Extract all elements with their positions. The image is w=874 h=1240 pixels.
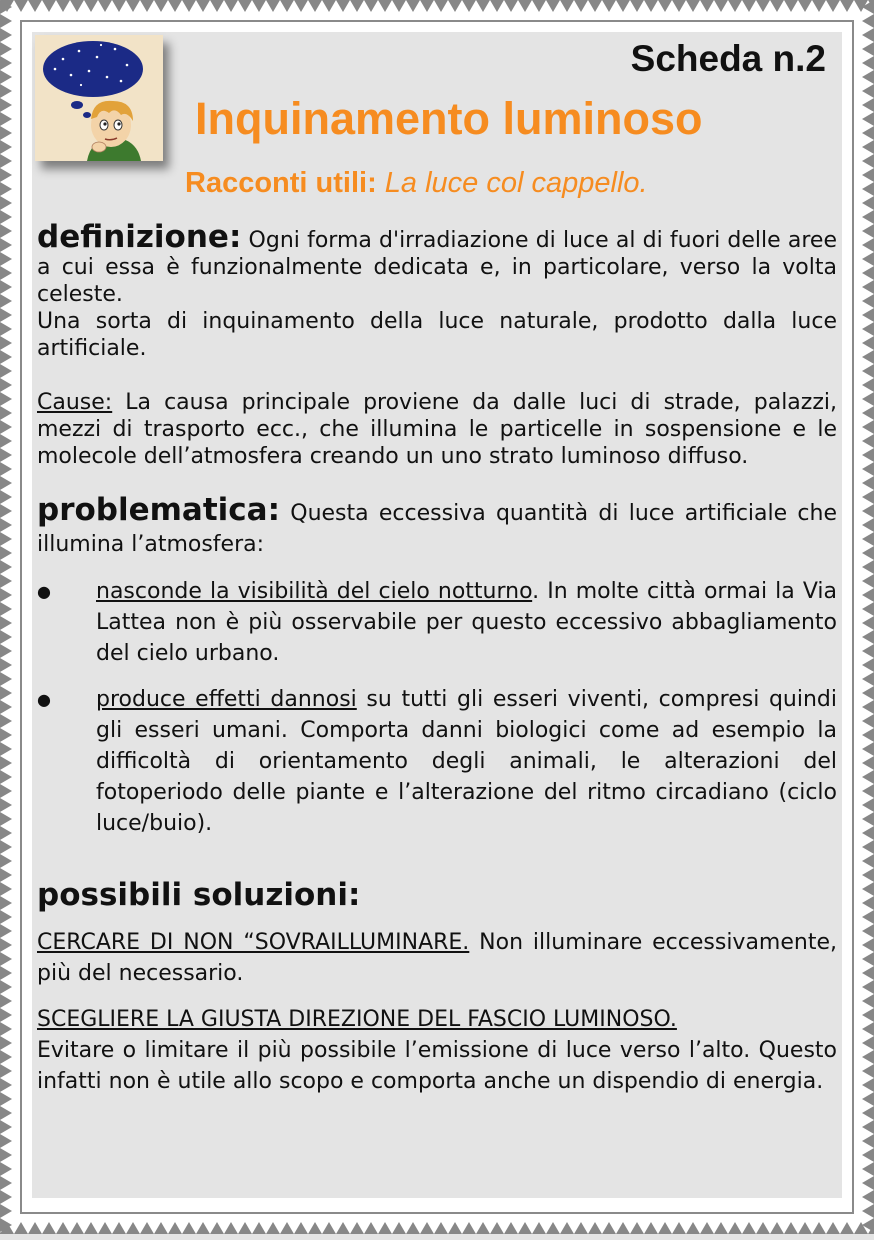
problem-paragraph: [37, 492, 837, 560]
solution-text: Non illuminare eccessivamente, più del necessario.: [37, 930, 838, 986]
subtitle: [185, 167, 648, 200]
solution-item: [37, 927, 837, 989]
thinking-child-icon: [35, 35, 163, 161]
list-item-underlined: produce effetti dannosi: [96, 687, 357, 712]
definition-paragraph: [37, 219, 837, 308]
thinking-child-illustration: [35, 35, 163, 161]
list-item: [37, 684, 837, 839]
definition-extra: Una sorta di inquinamento della luce naturale, prodotto dalla luce artificiale.: [37, 309, 837, 361]
causes-text: La causa principale proviene da dalle luci di strade, palazzi, mezzi di trasporto ecc., che illumina le particelle in sospensione e le molecole dell’atmosfera creando un uno strato luminoso diffuso.: [37, 390, 837, 469]
definition-text: Ogni forma d'irradiazione di luce al di fuori delle aree a cui essa è funzionalmente dedicata e, in particolare, verso la volta celeste.: [37, 228, 837, 307]
bullet-icon: ●: [37, 582, 51, 601]
problem-list: [37, 576, 837, 839]
sheet-number: Scheda n.2: [630, 38, 826, 79]
solution-title: CERCARE DI NON “SOVRAILLUMINARE.: [37, 930, 470, 955]
definition-heading: definizione:: [37, 219, 242, 255]
problem-text: Questa eccessiva quantità di luce artificiale che illumina l’atmosfera:: [37, 501, 837, 557]
list-item-underlined: nasconde la visibilità del cielo notturno: [96, 579, 533, 604]
list-item-text: su tutti gli esseri viventi, compresi quindi gli esseri umani. Comporta danni biologici come ad esempio la difficoltà di orientamento degli animali, le alterazioni del fotoperiodo delle piante e l’alterazione del ritmo circadiano (ciclo luce/buio).: [96, 687, 837, 836]
main-content: [37, 219, 838, 1097]
bullet-icon: ●: [37, 690, 51, 709]
causes-label: Cause:: [37, 390, 113, 415]
bottom-strip: [0, 1234, 874, 1240]
solution-item: [37, 1004, 837, 1097]
problem-heading: problematica:: [37, 492, 280, 528]
solutions-heading: possibili soluzioni:: [37, 877, 361, 913]
subtitle-story: La luce col cappello.: [384, 167, 648, 199]
subtitle-label: Racconti utili:: [185, 167, 377, 199]
causes-paragraph: [37, 389, 837, 470]
solution-text: Evitare o limitare il più possibile l’emissione di luce verso l’alto. Questo infatti non è utile allo scopo e comporta anche un dispendio di energia.: [37, 1038, 837, 1094]
list-item-text: . In molte città ormai la Via Lattea non è più osservabile per questo eccessivo abbagliamento del cielo urbano.: [96, 579, 838, 666]
solution-title: SCEGLIERE LA GIUSTA DIREZIONE DEL FASCIO LUMINOSO.: [37, 1007, 677, 1032]
list-item: [37, 576, 837, 669]
page-title: Inquinamento luminoso: [195, 93, 703, 144]
